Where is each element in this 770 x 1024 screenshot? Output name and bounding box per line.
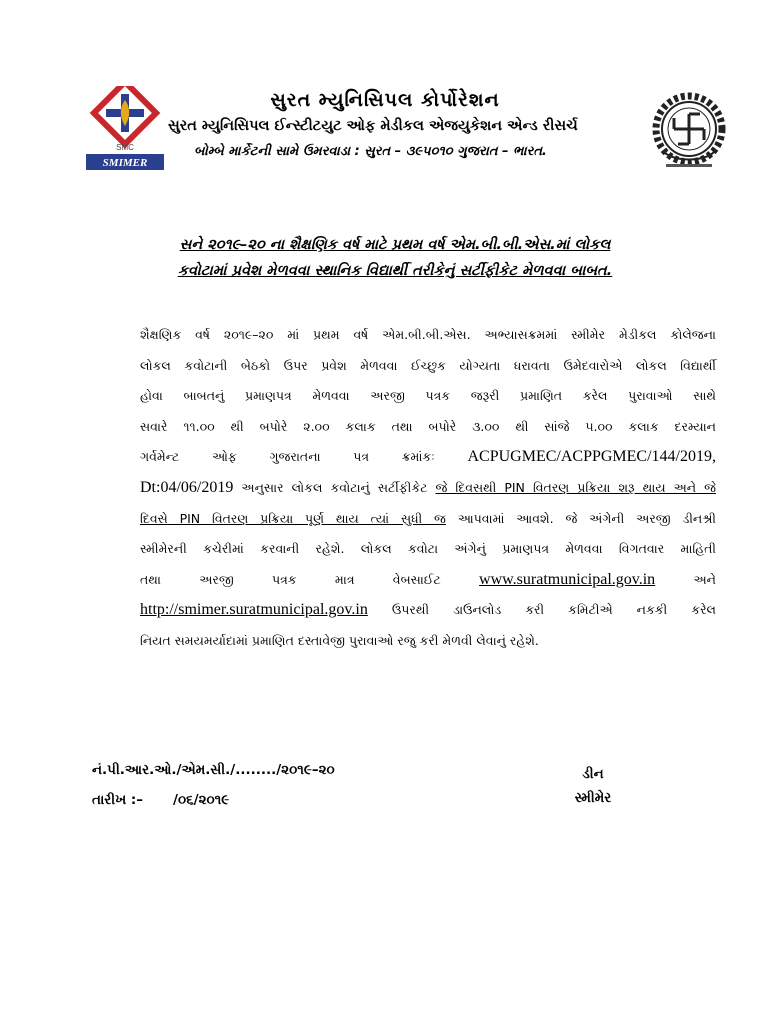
body-line-5-text: ગર્વમેન્ટ ઓફ ગુજરાતના પત્ર ક્રમાંકઃ [140,449,435,465]
body-line-10-text: ઉપરથી ડાઉનલોડ કરી કમિટીએ નકકી કરેલ [391,602,716,618]
institute-name: સુરત મ્યુનિસિપલ ઈન્સ્ટીટયુટ ઓફ મેડીકલ એજયુકેશન એન્ડ રીસર્ચ [168,118,578,134]
institute-address: બોમ્બે માર્કેટની સામે ઉમરવાડા : સુરત – ૩૯૫૦૧૦ ગુજરાત – ભારત. [194,144,547,159]
reference-number: નં.પી.આર.ઓ./એમ.સી./......../૨૦૧૯–૨૦ [92,762,335,778]
body-line-6-underlined: જે દિવસથી PIN વિતરણ પ્રક્રિયા શરૂ થાય અને જે [435,479,716,495]
signatory-organization: સ્મીમેર [574,790,612,806]
subject-line-1: સને ૨૦૧૯–૨૦ ના શૈક્ષણિક વર્ષ માટે પ્રથમ વર્ષ એમ.બી.બી.એસ.માં લોકલ [179,237,611,253]
body-line-5 [140,442,716,473]
body-line-2: લોકલ કવોટાની બેઠકો ઉપર પ્રવેશ મેળવવા ઈચ્છુક યોગ્યતા ધરાવતા ઉમેદવારોએ લોકલ વિદ્યાર્થી [140,357,716,373]
body-line-6 [140,473,716,504]
letter-date: Dt:04/06/2019 [140,478,234,496]
body-line-6-text: અનુસાર લોકલ કવોટાનું સર્ટીફીકેટ [241,479,428,495]
body-line-9-end: અને [693,571,716,587]
body-line-1: શૈક્ષણિક વર્ષ ૨૦૧૯–૨૦ માં પ્રથમ વર્ષ એમ.બી.બી.એસ. અભ્યાસક્રમમાં સ્મીમેર મેડીકલ કોલેજના [140,327,716,342]
website-link[interactable]: www.suratmunicipal.gov.in [479,570,656,588]
date-value: /૦૬/૨૦૧૯ [173,792,230,808]
body-paragraph [140,320,716,657]
logo-smimer-text: SMIMER [102,157,148,169]
date-line [92,792,229,808]
organization-title: સુરત મ્યુનિસિપલ કોર્પોરેશન [270,89,500,111]
letter-reference-number: ACPUGMEC/ACPPGMEC/144/2019, [467,448,716,466]
body-line-9 [140,565,716,596]
signature-block [548,762,638,810]
body-line-3: હોવા બાબતનું પ્રમાણપત્ર મેળવવા અરજી પત્રક જરૂરી પ્રમાણિત કરેલ પુરાવાઓ સાથે [140,388,716,404]
subject-line-2: કવોટામાં પ્રવેશ મેળવવા સ્થાનિક વિદ્યાર્થી તરીકેનું સર્ટીફીકેટ મેળવવા બાબત. [177,263,613,279]
smimer-website-link[interactable]: http://smimer.suratmunicipal.gov.in [140,601,368,619]
body-line-8: સ્મીમેરની કચેરીમાં કરવાની રહેશે. લોકલ કવોટા અંગેનું પ્રમાણપત્ર મેળવવા વિગતવાર માહિતી [140,541,716,557]
logo-smc-text: SMC [116,143,134,152]
subject-heading [80,232,710,284]
body-line-7-text: આપવામાં આવશે. જે અંગેની અરજી ડીનશ્રી [457,510,716,526]
signatory-title: ડીન [582,766,604,782]
body-line-11: નિયત સમયમર્યાદામાં પ્રમાણિત દસ્તાવેજી પુરાવાઓ રજુ કરી મેળવી લેવાનું રહેશે. [140,632,539,648]
date-label: તારીખ :– [92,792,144,808]
body-line-7-underlined: દિવસે PIN વિતરણ પ્રક્રિયા પૂર્ણ થાય ત્યાં સુધી જ [140,510,446,526]
body-line-4: સવારે ૧૧.૦૦ થી બપોરે ૨.૦૦ કલાક તથા બપોરે ૩.૦૦ થી સાંજે ૫.૦૦ કલાક દરમ્યાન [140,418,716,434]
body-line-7 [140,504,716,535]
body-line-10 [140,595,716,626]
body-line-9-text: તથા અરજી પત્રક માત્ર વેબસાઈટ [140,571,441,587]
